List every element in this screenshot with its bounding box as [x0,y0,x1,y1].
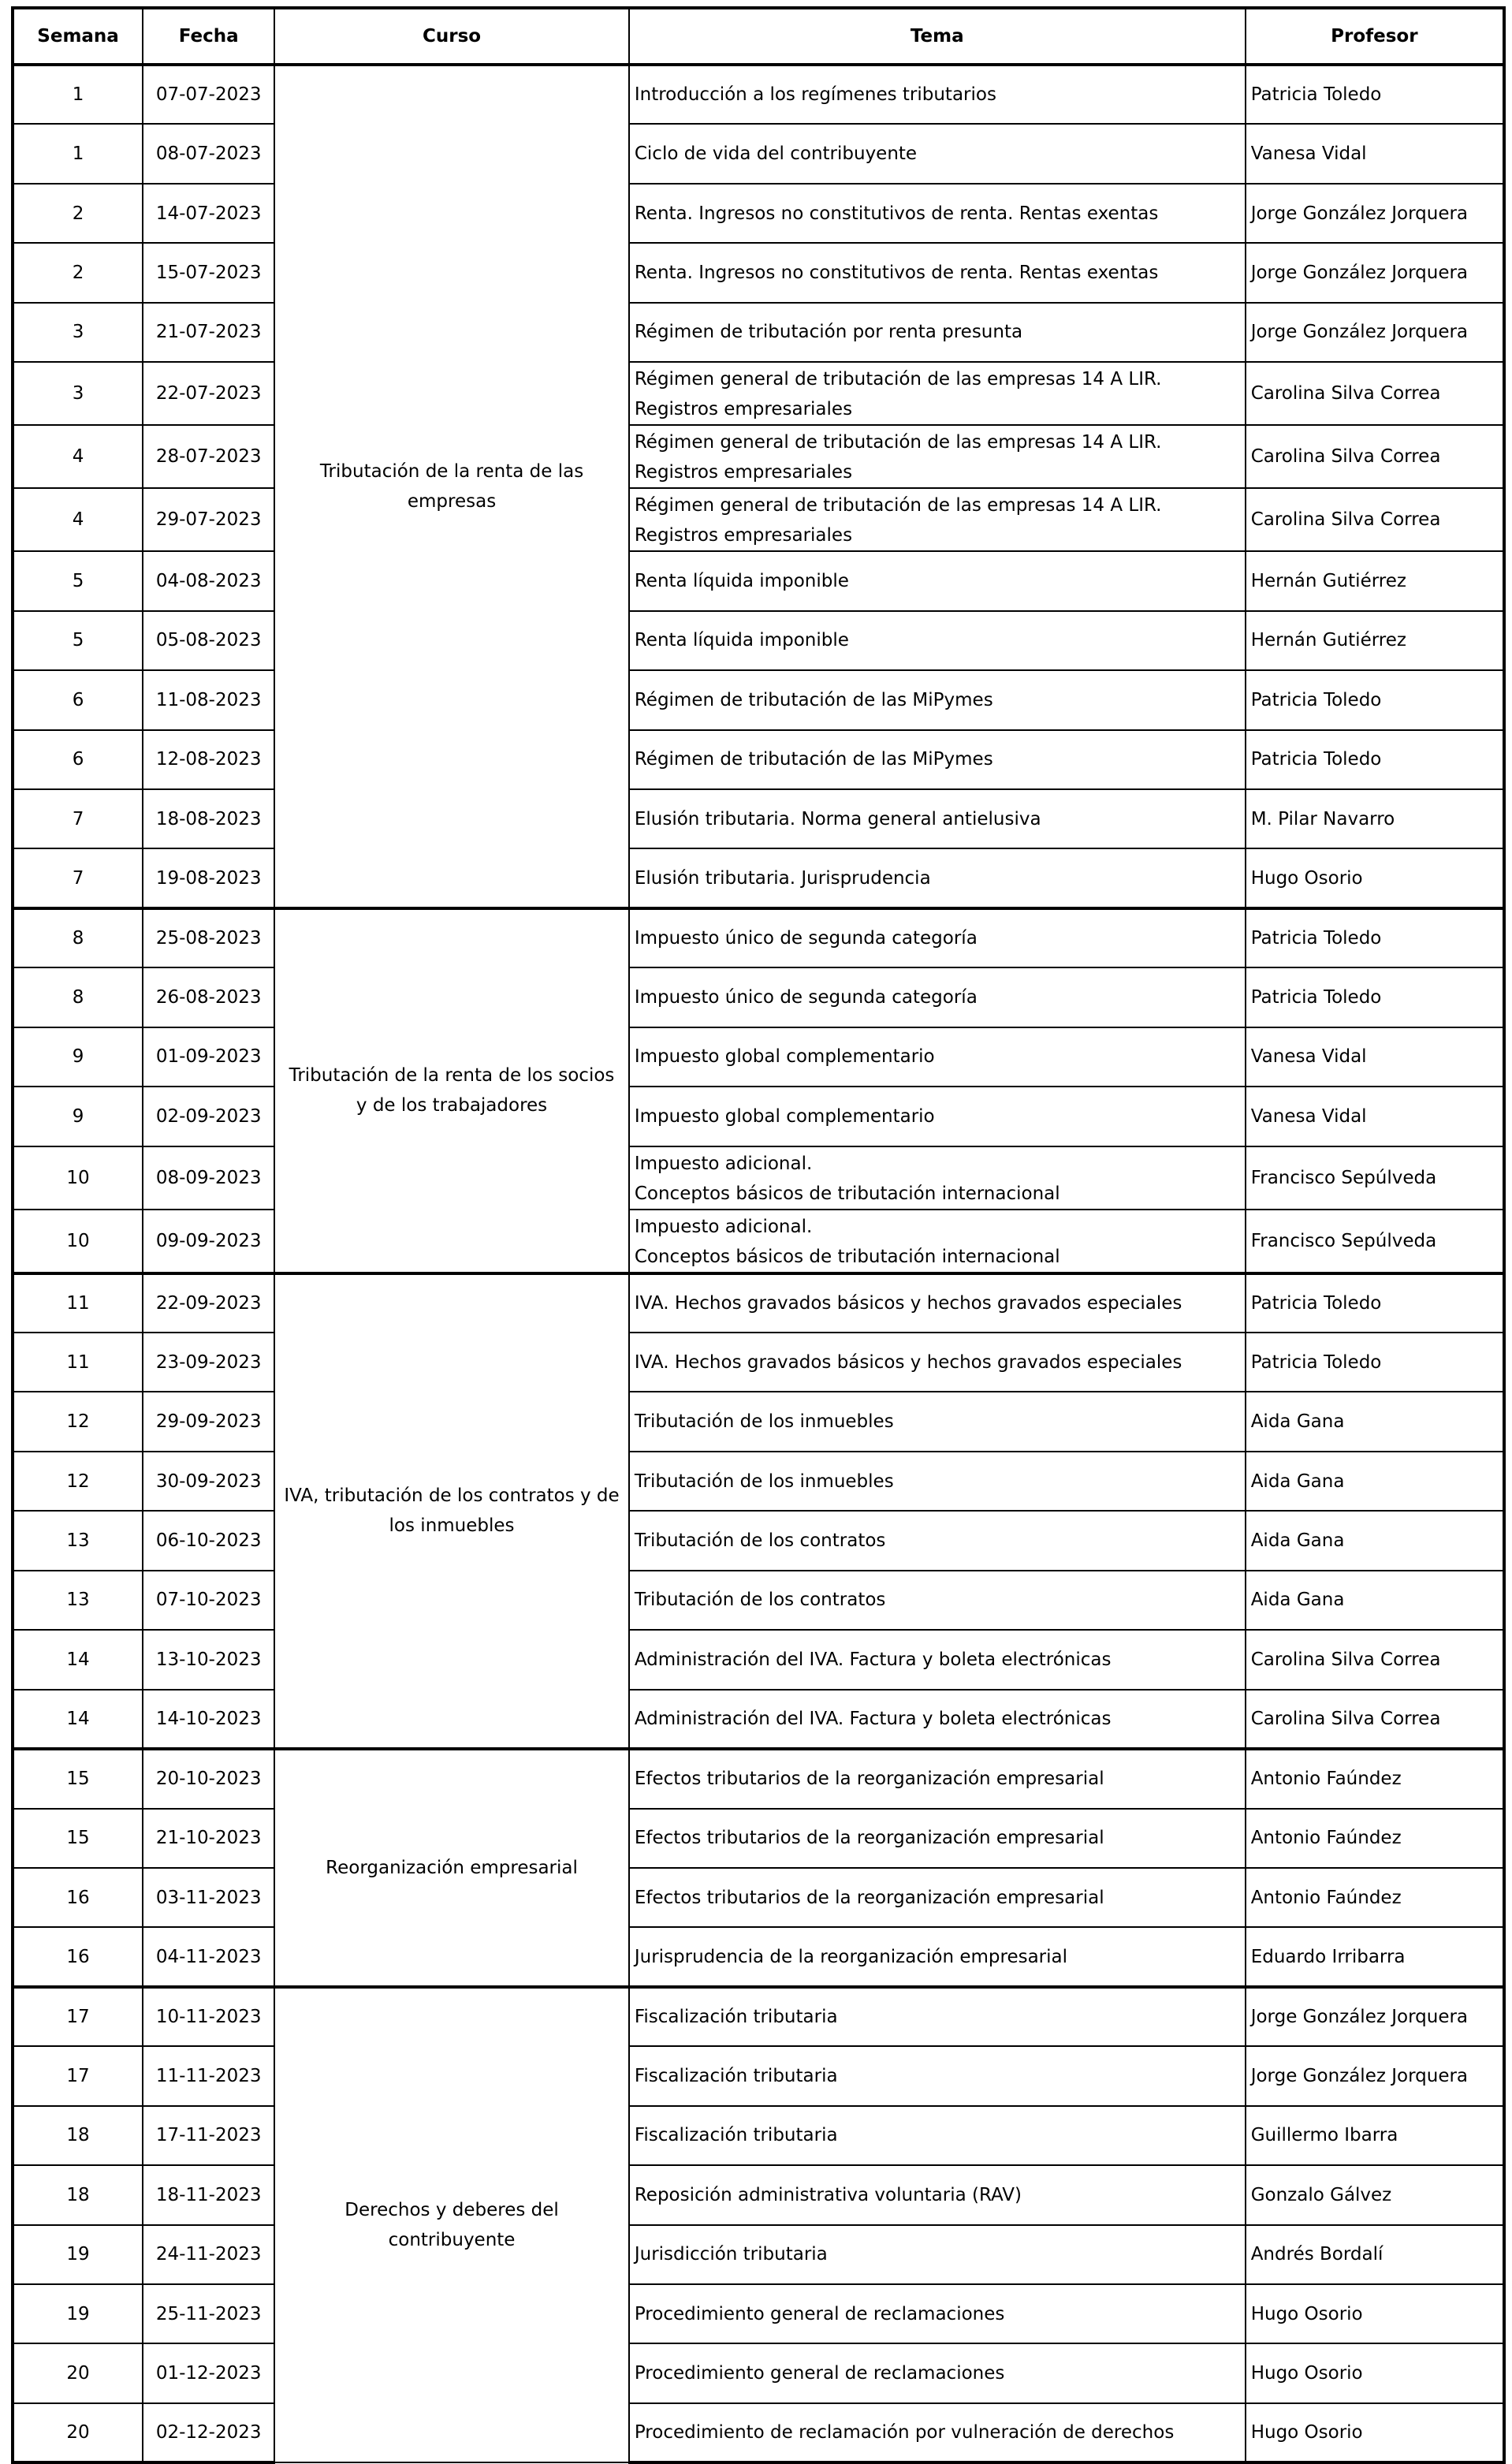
cell-semana: 7 [13,789,143,848]
cell-fecha: 29-09-2023 [143,1392,274,1451]
cell-fecha: 01-12-2023 [143,2343,274,2402]
tema-line: Registros empresariales [634,525,853,546]
cell-profesor: Vanesa Vidal [1246,1027,1504,1087]
cell-semana: 17 [13,1987,143,2046]
cell-fecha: 02-12-2023 [143,2403,274,2462]
cell-semana: 10 [13,1210,143,1273]
tema-line: Régimen general de tributación de las empresas 14 A LIR. [634,495,1162,516]
cell-tema [629,2225,1246,2284]
cell-semana: 6 [13,730,143,789]
tema-line: Impuesto único de segunda categoría [634,986,978,1008]
table-row [13,1273,1504,1333]
cell-fecha: 07-07-2023 [143,65,274,124]
cell-semana: 11 [13,1333,143,1392]
cell-fecha: 21-10-2023 [143,1809,274,1868]
table-row [13,1333,1504,1392]
cell-semana: 4 [13,425,143,488]
cell-profesor: Patricia Toledo [1246,1333,1504,1392]
cell-semana: 1 [13,65,143,124]
table-row [13,1027,1504,1087]
tema-line: Impuesto adicional. [634,1216,813,1237]
table-row [13,1868,1504,1927]
cell-profesor: Jorge González Jorquera [1246,243,1504,302]
table-row [13,2225,1504,2284]
cell-profesor: Patricia Toledo [1246,1273,1504,1333]
cell-fecha: 29-07-2023 [143,488,274,551]
cell-tema [629,1273,1246,1333]
cell-tema [629,611,1246,670]
cell-tema [629,1146,1246,1210]
cell-fecha: 15-07-2023 [143,243,274,302]
cell-fecha: 04-11-2023 [143,1927,274,1986]
schedule-body [13,65,1504,2462]
cell-tema [629,789,1246,848]
cell-profesor: Hernán Gutiérrez [1246,551,1504,610]
cell-profesor: Carolina Silva Correa [1246,362,1504,425]
tema-line: Registros empresariales [634,399,853,420]
cell-profesor: Carolina Silva Correa [1246,488,1504,551]
cell-fecha: 08-07-2023 [143,124,274,183]
cell-fecha: 01-09-2023 [143,1027,274,1087]
cell-semana: 12 [13,1392,143,1451]
table-row [13,1452,1504,1511]
cell-curso: IVA, tributación de los contratos y de los inmuebles [274,1273,629,1750]
cell-semana: 15 [13,1809,143,1868]
cell-semana: 8 [13,967,143,1027]
tema-line: Tributación de los contratos [634,1530,886,1552]
cell-fecha: 03-11-2023 [143,1868,274,1927]
table-row [13,2343,1504,2402]
tema-line: Fiscalización tributaria [634,2007,838,2028]
cell-semana: 18 [13,2106,143,2165]
cell-profesor: Hernán Gutiérrez [1246,611,1504,670]
cell-fecha: 18-08-2023 [143,789,274,848]
cell-tema [629,2165,1246,2224]
cell-fecha: 13-10-2023 [143,1630,274,1689]
table-row [13,65,1504,124]
schedule-table [11,6,1506,2464]
cell-profesor: Hugo Osorio [1246,2284,1504,2343]
cell-semana: 2 [13,184,143,243]
cell-tema [629,848,1246,908]
cell-tema [629,908,1246,967]
table-row [13,2165,1504,2224]
cell-semana: 8 [13,908,143,967]
cell-profesor: Vanesa Vidal [1246,124,1504,183]
header-semana: Semana [13,8,143,65]
cell-semana: 9 [13,1087,143,1146]
tema-line: Renta líquida imponible [634,570,849,591]
tema-line: Impuesto global complementario [634,1046,935,1068]
cell-fecha: 14-07-2023 [143,184,274,243]
table-row [13,551,1504,610]
cell-fecha: 04-08-2023 [143,551,274,610]
cell-profesor: Hugo Osorio [1246,848,1504,908]
cell-semana: 11 [13,1273,143,1333]
tema-line: Procedimiento general de reclamaciones [634,2303,1005,2324]
cell-semana: 14 [13,1690,143,1749]
cell-fecha: 10-11-2023 [143,1987,274,2046]
tema-line: Introducción a los regímenes tributarios [634,84,996,106]
tema-line: Fiscalización tributaria [634,2065,838,2086]
cell-semana: 14 [13,1630,143,1689]
cell-profesor: Guillermo Ibarra [1246,2106,1504,2165]
cell-tema [629,551,1246,610]
cell-profesor: Vanesa Vidal [1246,1087,1504,1146]
cell-profesor: Aida Gana [1246,1571,1504,1630]
table-row [13,124,1504,183]
cell-profesor: Andrés Bordalí [1246,2225,1504,2284]
table-row [13,488,1504,551]
cell-semana: 19 [13,2284,143,2343]
table-row [13,1146,1504,1210]
cell-profesor: Jorge González Jorquera [1246,1987,1504,2046]
cell-semana: 4 [13,488,143,551]
cell-tema [629,488,1246,551]
tema-line: Renta. Ingresos no constitutivos de renta. Rentas exentas [634,263,1159,284]
cell-semana: 16 [13,1868,143,1927]
tema-line: Jurisprudencia de la reorganización empresarial [634,1946,1068,1967]
cell-fecha: 12-08-2023 [143,730,274,789]
cell-curso: Tributación de la renta de las empresas [274,65,629,908]
cell-tema [629,1333,1246,1392]
cell-profesor: Antonio Faúndez [1246,1809,1504,1868]
table-row [13,425,1504,488]
cell-tema [629,1927,1246,1986]
cell-profesor: Patricia Toledo [1246,670,1504,729]
table-row [13,848,1504,908]
cell-semana: 2 [13,243,143,302]
cell-fecha: 06-10-2023 [143,1511,274,1570]
cell-tema [629,1452,1246,1511]
cell-tema [629,1868,1246,1927]
cell-curso: Derechos y deberes del contribuyente [274,1987,629,2463]
cell-tema [629,2403,1246,2462]
cell-tema [629,1809,1246,1868]
cell-semana: 18 [13,2165,143,2224]
cell-tema [629,2284,1246,2343]
table-row [13,2046,1504,2105]
header-row [13,8,1504,65]
cell-fecha: 07-10-2023 [143,1571,274,1630]
cell-fecha: 26-08-2023 [143,967,274,1027]
cell-tema [629,1511,1246,1570]
cell-fecha: 17-11-2023 [143,2106,274,2165]
tema-line: IVA. Hechos gravados básicos y hechos gravados especiales [634,1351,1182,1373]
cell-profesor: Patricia Toledo [1246,65,1504,124]
cell-tema [629,303,1246,362]
tema-line: Renta líquida imponible [634,630,849,651]
tema-line: Régimen general de tributación de las empresas 14 A LIR. [634,369,1162,390]
cell-tema [629,967,1246,1027]
table-row [13,362,1504,425]
cell-semana: 13 [13,1511,143,1570]
cell-fecha: 18-11-2023 [143,2165,274,2224]
cell-tema [629,65,1246,124]
cell-profesor: Aida Gana [1246,1511,1504,1570]
cell-semana: 17 [13,2046,143,2105]
tema-line: Impuesto único de segunda categoría [634,928,978,949]
tema-line: Fiscalización tributaria [634,2125,838,2146]
header-tema: Tema [629,8,1246,65]
cell-fecha: 22-09-2023 [143,1273,274,1333]
cell-fecha: 23-09-2023 [143,1333,274,1392]
tema-line: Régimen general de tributación de las empresas 14 A LIR. [634,432,1162,453]
cell-tema [629,1571,1246,1630]
cell-semana: 3 [13,303,143,362]
cell-fecha: 08-09-2023 [143,1146,274,1210]
cell-semana: 12 [13,1452,143,1511]
cell-profesor: Carolina Silva Correa [1246,425,1504,488]
cell-fecha: 20-10-2023 [143,1749,274,1808]
table-row [13,1749,1504,1808]
cell-profesor: Carolina Silva Correa [1246,1630,1504,1689]
cell-profesor: Antonio Faúndez [1246,1749,1504,1808]
table-row [13,670,1504,729]
tema-line: IVA. Hechos gravados básicos y hechos gravados especiales [634,1292,1182,1314]
cell-tema [629,362,1246,425]
cell-tema [629,1087,1246,1146]
cell-tema [629,1690,1246,1749]
cell-semana: 19 [13,2225,143,2284]
table-row [13,1511,1504,1570]
header-profesor: Profesor [1246,8,1504,65]
tema-line: Renta. Ingresos no constitutivos de renta. Rentas exentas [634,203,1159,224]
table-row [13,908,1504,967]
cell-fecha: 25-11-2023 [143,2284,274,2343]
tema-line: Tributación de los inmuebles [634,1471,894,1492]
cell-profesor: Antonio Faúndez [1246,1868,1504,1927]
cell-profesor: Hugo Osorio [1246,2403,1504,2462]
cell-fecha: 25-08-2023 [143,908,274,967]
cell-profesor: Patricia Toledo [1246,967,1504,1027]
cell-tema [629,243,1246,302]
cell-curso: Reorganización empresarial [274,1749,629,1987]
table-row [13,1927,1504,1986]
tema-line: Tributación de los contratos [634,1590,886,1611]
cell-tema [629,1210,1246,1273]
cell-profesor: Jorge González Jorquera [1246,2046,1504,2105]
cell-profesor: Gonzalo Gálvez [1246,2165,1504,2224]
cell-tema [629,2046,1246,2105]
cell-profesor: Patricia Toledo [1246,730,1504,789]
tema-line: Jurisdicción tributaria [634,2244,828,2265]
cell-profesor: Jorge González Jorquera [1246,184,1504,243]
table-row [13,730,1504,789]
cell-profesor: Francisco Sepúlveda [1246,1146,1504,1210]
table-row [13,2284,1504,2343]
cell-fecha: 14-10-2023 [143,1690,274,1749]
cell-profesor: Aida Gana [1246,1452,1504,1511]
cell-semana: 10 [13,1146,143,1210]
header-curso: Curso [274,8,629,65]
cell-profesor: Eduardo Irribarra [1246,1927,1504,1986]
cell-semana: 3 [13,362,143,425]
tema-line: Régimen de tributación por renta presunta [634,322,1023,343]
cell-profesor: Jorge González Jorquera [1246,303,1504,362]
tema-line: Procedimiento general de reclamaciones [634,2363,1005,2384]
cell-tema [629,2343,1246,2402]
cell-semana: 20 [13,2403,143,2462]
cell-semana: 7 [13,848,143,908]
cell-tema [629,1987,1246,2046]
table-row [13,1630,1504,1689]
table-row [13,1809,1504,1868]
cell-semana: 9 [13,1027,143,1087]
tema-line: Tributación de los inmuebles [634,1411,894,1433]
cell-semana: 15 [13,1749,143,1808]
table-row [13,303,1504,362]
cell-profesor: Aida Gana [1246,1392,1504,1451]
tema-line: Elusión tributaria. Norma general antielusiva [634,808,1041,829]
cell-semana: 6 [13,670,143,729]
cell-fecha: 11-11-2023 [143,2046,274,2105]
cell-tema [629,184,1246,243]
table-row [13,2403,1504,2462]
cell-fecha: 24-11-2023 [143,2225,274,2284]
tema-line: Administración del IVA. Factura y boleta electrónicas [634,1649,1112,1670]
table-row [13,1571,1504,1630]
tema-line: Impuesto global complementario [634,1105,935,1127]
cell-tema [629,124,1246,183]
tema-line: Efectos tributarios de la reorganización empresarial [634,1887,1104,1908]
cell-fecha: 02-09-2023 [143,1087,274,1146]
cell-tema [629,670,1246,729]
cell-profesor: M. Pilar Navarro [1246,789,1504,848]
cell-tema [629,730,1246,789]
tema-line: Impuesto adicional. [634,1153,813,1174]
tema-line: Efectos tributarios de la reorganización empresarial [634,1769,1104,1790]
table-row [13,1690,1504,1749]
cell-profesor: Patricia Toledo [1246,908,1504,967]
table-row [13,1987,1504,2046]
table-row [13,789,1504,848]
cell-semana: 5 [13,551,143,610]
table-row [13,2106,1504,2165]
cell-fecha: 28-07-2023 [143,425,274,488]
cell-profesor: Hugo Osorio [1246,2343,1504,2402]
tema-line: Administración del IVA. Factura y boleta electrónicas [634,1708,1112,1729]
cell-tema [629,2106,1246,2165]
header-fecha: Fecha [143,8,274,65]
cell-semana: 16 [13,1927,143,1986]
cell-curso: Tributación de la renta de los socios y de los trabajadores [274,908,629,1273]
tema-line: Régimen de tributación de las MiPymes [634,749,993,770]
cell-tema [629,1630,1246,1689]
table-row [13,1087,1504,1146]
cell-profesor: Carolina Silva Correa [1246,1690,1504,1749]
tema-line: Elusión tributaria. Jurisprudencia [634,867,931,889]
table-row [13,967,1504,1027]
tema-line: Régimen de tributación de las MiPymes [634,689,993,710]
cell-fecha: 05-08-2023 [143,611,274,670]
tema-line: Procedimiento de reclamación por vulneración de derechos [634,2422,1175,2443]
tema-line: Efectos tributarios de la reorganización empresarial [634,1828,1104,1849]
cell-fecha: 11-08-2023 [143,670,274,729]
table-row [13,1392,1504,1451]
cell-semana: 1 [13,124,143,183]
tema-line: Reposición administrativa voluntaria (RAV) [634,2184,1022,2205]
tema-line: Ciclo de vida del contribuyente [634,144,918,165]
table-row [13,184,1504,243]
cell-fecha: 30-09-2023 [143,1452,274,1511]
cell-semana: 20 [13,2343,143,2402]
tema-line: Registros empresariales [634,462,853,483]
table-row [13,611,1504,670]
cell-tema [629,1027,1246,1087]
cell-fecha: 22-07-2023 [143,362,274,425]
tema-line: Conceptos básicos de tributación internacional [634,1183,1060,1204]
cell-fecha: 21-07-2023 [143,303,274,362]
cell-semana: 5 [13,611,143,670]
table-row [13,1210,1504,1273]
tema-line: Conceptos básicos de tributación internacional [634,1246,1060,1267]
cell-tema [629,425,1246,488]
cell-semana: 13 [13,1571,143,1630]
cell-tema [629,1392,1246,1451]
cell-profesor: Francisco Sepúlveda [1246,1210,1504,1273]
cell-tema [629,1749,1246,1808]
table-row [13,243,1504,302]
cell-fecha: 19-08-2023 [143,848,274,908]
cell-fecha: 09-09-2023 [143,1210,274,1273]
